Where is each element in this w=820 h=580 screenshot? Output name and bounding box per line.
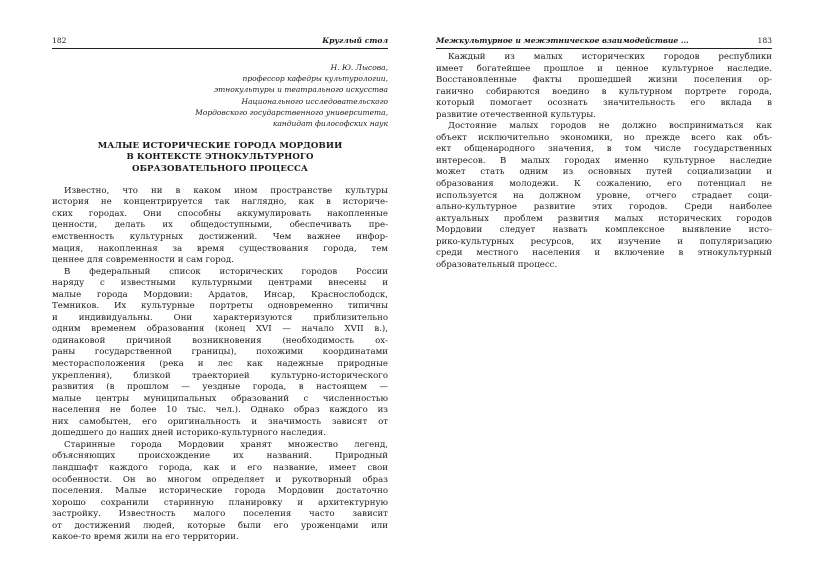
body-line: какое-то время жили на его территории. xyxy=(52,532,239,543)
body-line: ских городах. Они способны аккумулировать накопленные xyxy=(52,208,388,219)
article-title xyxy=(52,141,388,175)
body-line: В федеральный список исторических городов России xyxy=(64,266,388,277)
author-degree: кандидат философских наук xyxy=(272,119,388,129)
right-running-header xyxy=(436,36,772,49)
body-line: интересов. В малых городах именно культурное наследие xyxy=(436,155,772,166)
body-line: малые центры муниципальных образований с численностью xyxy=(52,393,388,404)
body-line: раны государственной границы), похожими координатами xyxy=(52,347,388,358)
article-title-line: В КОНТЕКСТЕ ЭТНОКУЛЬТУРНОГО xyxy=(126,152,314,163)
author-name: Н. Ю. Лысова, xyxy=(330,63,388,72)
body-line: Достояние малых городов не должно восприниматься как xyxy=(448,121,772,132)
body-line: емственность культурных достижений. Чем важнее инфор- xyxy=(52,232,388,243)
body-line: застройку. Известность малого поселения часто зависит xyxy=(52,509,388,520)
author-block xyxy=(52,62,388,129)
body-line: Восстановленные факты прошедшей жизни поселения ор- xyxy=(436,75,772,86)
body-line: хорошо сохранили старинную планировку и архитектурную xyxy=(52,497,388,508)
body-line: образования молодежи. К сожалению, его потенциал не xyxy=(436,179,772,190)
body-line: укрепления), близкой траекторией культурно-исторического xyxy=(52,370,388,381)
body-line: ландшафт каждого города, как и его название, имеет свои xyxy=(52,462,388,473)
body-line: рико-культурных ресурсов, их изучение и популяризацию xyxy=(436,236,772,247)
left-running-header xyxy=(52,36,388,49)
right-page xyxy=(436,36,772,271)
body-line: актуальных проблем развития малых исторических городов xyxy=(436,213,772,224)
body-line: Известно, что ни в каком ином пространстве культуры xyxy=(64,185,388,196)
body-line: мация, накопленная за время существования города, тем xyxy=(52,243,388,254)
body-line: может стать одним из основных путей социализации и xyxy=(436,167,772,178)
body-line: особенности. Он во многом определяет и рукотворный образ xyxy=(52,474,388,485)
body-line: и индивидуальны. Они характеризуются приблизительно xyxy=(52,312,388,323)
body-line: который помогает осознать значительность его вклада в xyxy=(436,98,772,109)
author-affiliation-line: Мордовского государственного университета, xyxy=(195,107,388,117)
body-line: история не концентрируется так наглядно, как в историче- xyxy=(52,197,388,208)
body-line: Темников. Их культурные портреты одновременно типичны xyxy=(52,301,388,312)
body-line: развития (в прошлом — уездные города, в настоящем — xyxy=(52,382,388,393)
body-line: одним временем образования (конец XVI — начало XVII в.), xyxy=(52,324,388,335)
body-line: используется на должном уровне, отчего страдает соци- xyxy=(436,190,772,201)
body-line: малые города Мордовии: Ардатов, Инсар, Краснослободск, xyxy=(52,289,388,300)
body-line: Старинные города Мордовии хранят множество легенд, xyxy=(64,439,388,450)
body-line: от достижений людей, которые были его уроженцами или xyxy=(52,520,388,531)
right-body-text xyxy=(436,52,772,271)
body-line: них самобытен, его оригинальность и значимость зависят от xyxy=(52,416,388,427)
left-page xyxy=(52,36,388,544)
author-affiliation-line: профессор кафедры культурологии, xyxy=(242,74,388,84)
body-line: объект исключительно экономики, но прежде всего как объ- xyxy=(436,132,772,143)
body-line: образовательный процесс. xyxy=(436,259,558,270)
left-body-text xyxy=(52,186,388,544)
body-line: Мордовии следует назвать комплексное выявление исто- xyxy=(436,225,772,236)
body-line: ально-культурное развитие этих городов. Среди наиболее xyxy=(436,202,772,213)
body-line: поселения. Малые исторические города Мордовии достаточно xyxy=(52,486,388,497)
body-line: ганично собираются воедино в культурном портрете города, xyxy=(436,86,772,97)
body-line: одинаковой причиной возникновения (необходимость ох- xyxy=(52,335,388,346)
right-running-title: Межкультурное и межэтническое взаимодействие ... xyxy=(436,36,689,45)
body-line: наряду с известными культурными центрами внесены и xyxy=(52,278,388,289)
author-affiliation-line: этнокультуры и театрального искусства xyxy=(213,85,388,95)
body-line: населения не более 10 тыс. чел.). Однако образ каждого из xyxy=(52,405,388,416)
right-page-number: 183 xyxy=(757,36,772,45)
body-line: объясняющих происхождение их названий. Природный xyxy=(52,451,388,462)
body-line: ект общенародного значения, в том числе государственных xyxy=(436,144,772,155)
body-line: Каждый из малых исторических городов республики xyxy=(448,52,772,62)
body-line: ценнее для современности и сам город. xyxy=(52,255,234,266)
body-line: месторасположения (река и лес как надежные природные xyxy=(52,359,388,370)
left-running-title: Круглый стол xyxy=(322,36,388,45)
left-page-number: 182 xyxy=(52,36,67,45)
body-line: дошедшего до наших дней историко-культурного наследия. xyxy=(52,428,326,439)
body-line: среди местного населения и включение в этнокультурный xyxy=(436,248,772,259)
article-title-line: ОБРАЗОВАТЕЛЬНОГО ПРОЦЕССА xyxy=(132,163,308,174)
body-line: имеет богатейшее прошлое и ценное культурное наследие. xyxy=(436,63,772,74)
body-line: ценности, делать их общедоступными, обеспечивать пре- xyxy=(52,220,388,231)
article-title-line: МАЛЫЕ ИСТОРИЧЕСКИЕ ГОРОДА МОРДОВИИ xyxy=(97,141,343,152)
author-affiliation-line: Национального исследовательского xyxy=(241,96,388,106)
body-line: развитие отечественной культуры. xyxy=(436,109,596,120)
